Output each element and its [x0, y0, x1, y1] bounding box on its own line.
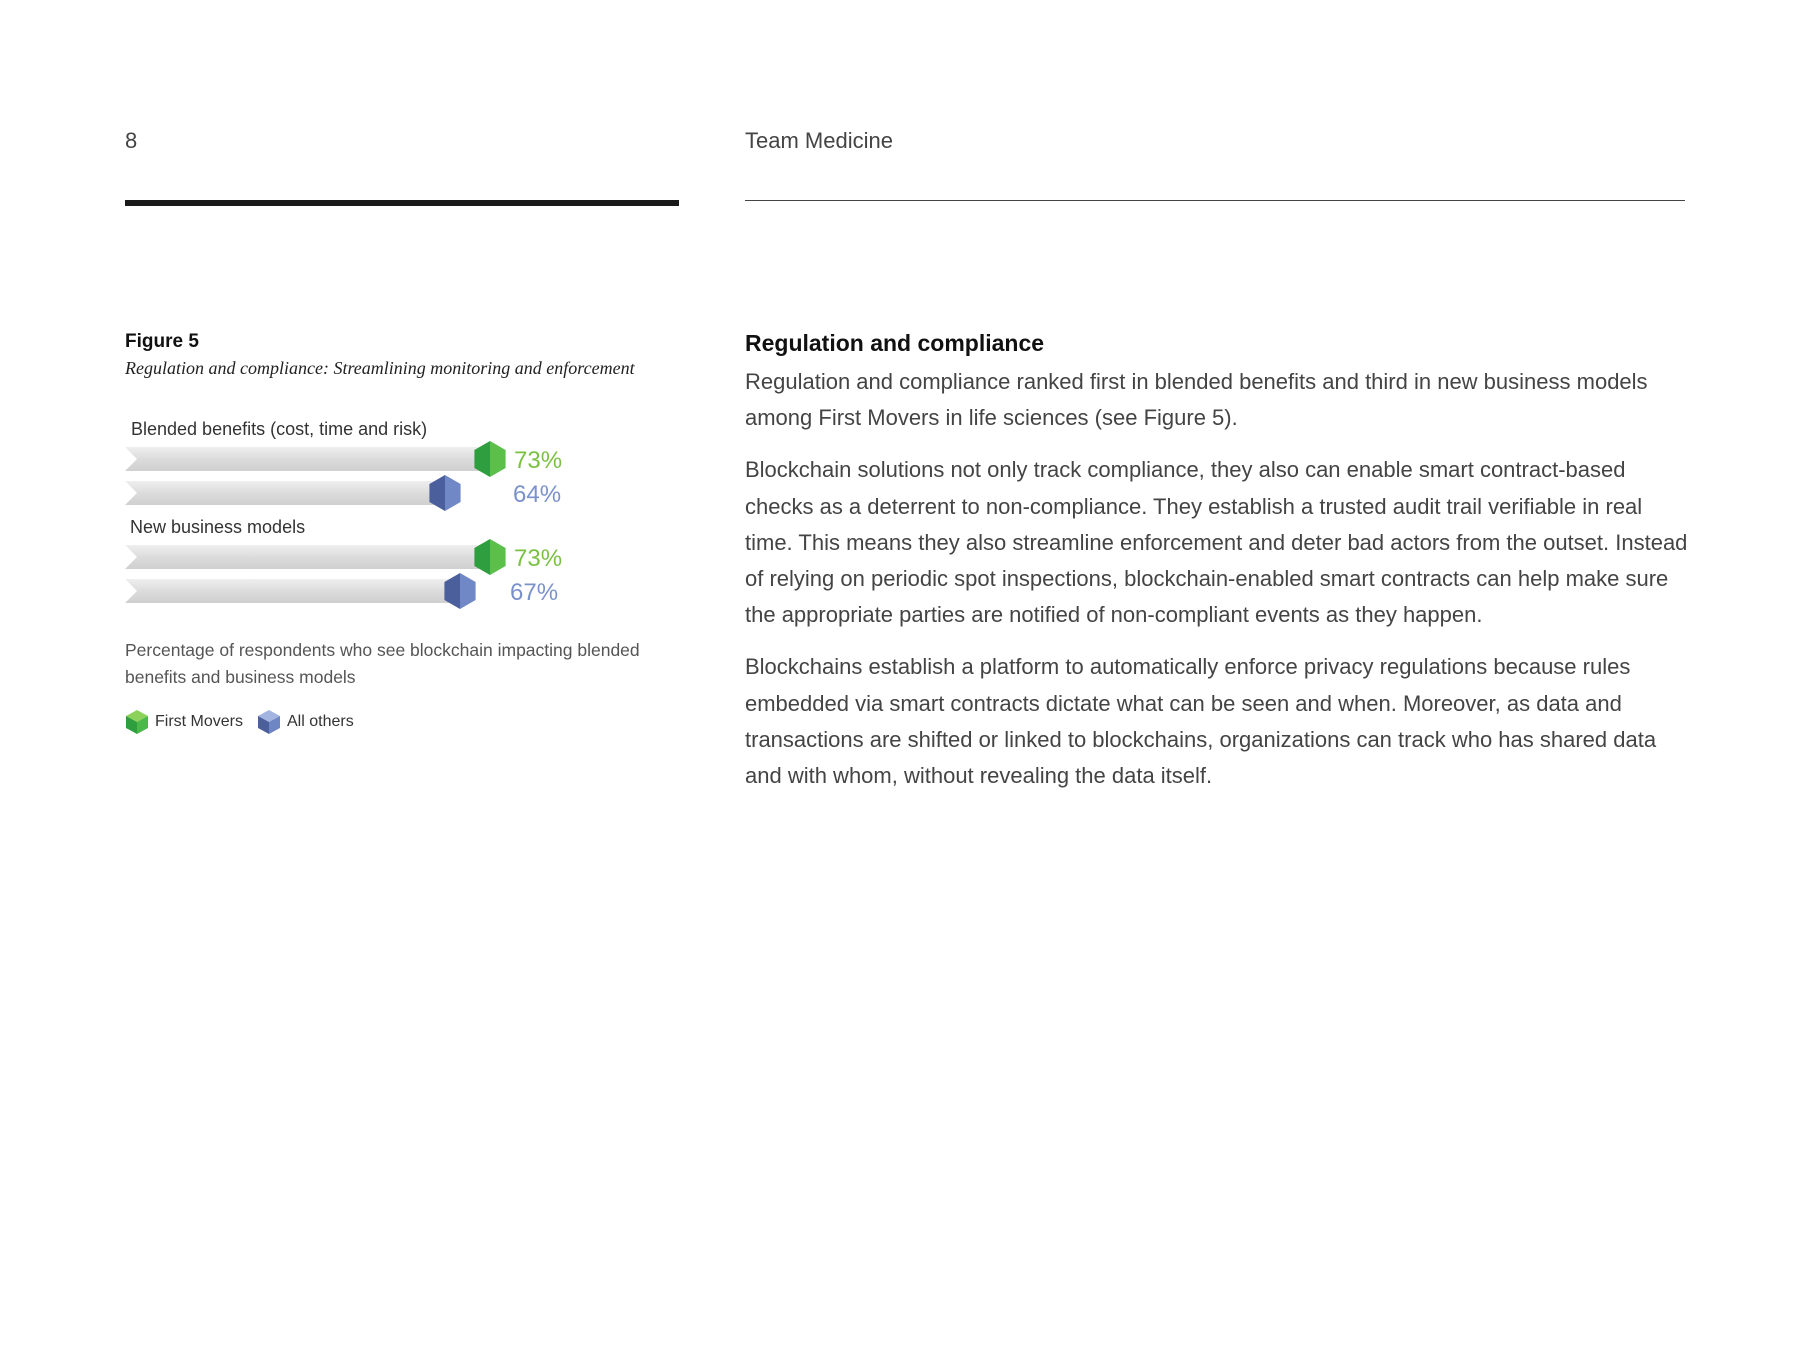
body-paragraph-2: Blockchain solutions not only track compliance, they also can enable smart contract-based checks as a deterrent to non-compliance. They establish a trusted audit trail verifiable in real time. This means they also streamline enforcement and deter bad actors from the outset. Instead of relying on periodic spot inspections, blockchain-enabled smart contracts can help make sure the appropriate parties are notified of non-compliant events as they happen.	[745, 457, 1688, 628]
legend-item-all-others	[257, 709, 354, 735]
page-number: 8	[125, 128, 138, 153]
figure-note: Percentage of respondents who see blockchain impacting blended benefits and business models	[125, 640, 640, 687]
bar-cap-face	[474, 539, 490, 575]
bar-cap-face	[490, 441, 506, 477]
bar	[125, 447, 480, 471]
body-text	[745, 364, 1690, 810]
bar-cap-face	[460, 573, 476, 609]
bar-cap-face	[474, 441, 490, 477]
data-label: 67%	[510, 579, 559, 606]
bar	[125, 545, 480, 569]
running-head: Team Medicine	[745, 128, 893, 153]
data-label: 73%	[514, 447, 563, 474]
body-paragraph-3: Blockchains establish a platform to automatically enforce privacy regulations because rules embedded via smart contracts dictate what can be seen and when. Moreover, as data and transactions are shifted or linked to blockchains, organizations can track who has shared data and with whom, without revealing the data itself.	[745, 654, 1657, 789]
section-title: Regulation and compliance	[745, 330, 1045, 356]
blue-cube-icon	[257, 709, 281, 735]
bar-cap-face	[445, 475, 461, 511]
bar-cap-face	[429, 475, 445, 511]
data-label: 73%	[514, 545, 563, 572]
bar-cap-face	[490, 539, 506, 575]
data-label: 64%	[513, 481, 562, 508]
bar-cap-face	[444, 573, 460, 609]
header-rule-left	[125, 200, 679, 206]
figure-label: Figure 5	[125, 331, 199, 352]
green-cube-icon	[125, 709, 149, 735]
bar	[125, 481, 435, 505]
bar-chart	[115, 415, 645, 615]
legend-item-first-movers	[125, 709, 243, 735]
header-rule-right	[745, 200, 1685, 201]
category-label: Blended benefits (cost, time and risk)	[131, 419, 428, 439]
figure-caption: Regulation and compliance: Streamlining monitoring and enforcement	[125, 358, 635, 378]
bar	[125, 579, 450, 603]
legend-label: All others	[287, 713, 354, 730]
body-paragraph-1: Regulation and compliance ranked first in blended benefits and third in new business models among First Movers in life sciences (see Figure 5).	[745, 369, 1648, 431]
chart-legend	[125, 709, 354, 735]
category-label: New business models	[130, 517, 306, 537]
legend-label: First Movers	[155, 713, 243, 730]
